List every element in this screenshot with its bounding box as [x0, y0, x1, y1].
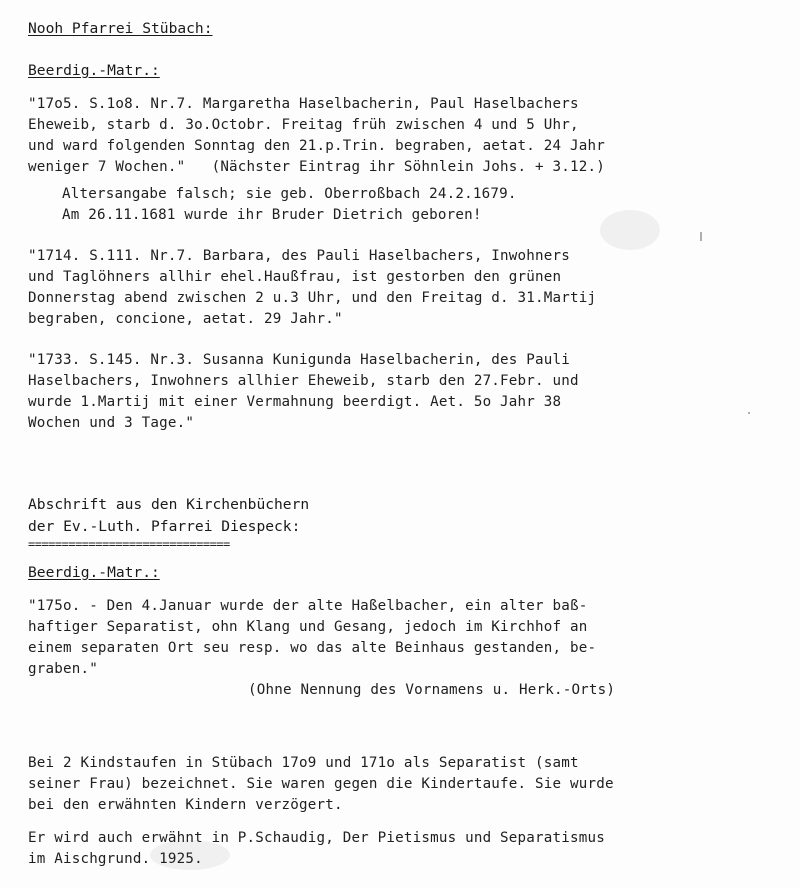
entry-line: einem separaten Ort seu resp. wo das alte Beinhaus gestanden, be-	[28, 640, 597, 656]
source-title-line: Abschrift aus den Kirchenbüchern	[28, 496, 310, 513]
spacer	[28, 226, 770, 246]
spacer	[28, 434, 770, 474]
spacer	[28, 550, 770, 562]
source-title-line: der Ev.-Luth. Pfarrei Diespeck:	[28, 518, 301, 535]
section-heading-beerdig-1: Beerdig.-Matr.:	[28, 62, 160, 79]
second-source-title	[28, 494, 770, 538]
closing-line: bei den erwähnten Kindern verzögert.	[28, 797, 343, 813]
entry-line: "1714. S.111. Nr.7. Barbara, des Pauli Haselbachers, Inwohners	[28, 248, 570, 264]
closing-line: Er wird auch erwähnt in P.Schaudig, Der Pietismus und Separatismus	[28, 830, 605, 846]
entry-line: Haselbachers, Inwohners allhier Eheweib, starb den 27.Febr. und	[28, 373, 579, 389]
entry-note: Am 26.11.1681 wurde ihr Bruder Dietrich geboren!	[62, 207, 482, 223]
spacer	[28, 82, 770, 94]
spacer	[28, 741, 770, 753]
entry-line: haftiger Separatist, ohn Klang und Gesang, jedoch im Kirchhof an	[28, 619, 588, 635]
spacer	[28, 474, 770, 494]
entry-line: "1733. S.145. Nr.3. Susanna Kunigunda Haselbacherin, des Pauli	[28, 352, 570, 368]
decorative-rule: ==============================	[28, 537, 230, 551]
entry-line: weniger 7 Wochen." (Nächster Eintrag ihr Söhnlein Johs. + 3.12.)	[28, 159, 605, 175]
spacer	[28, 330, 770, 350]
entry-line: Eheweib, starb d. 3o.Octobr. Freitag früh zwischen 4 und 5 Uhr,	[28, 117, 579, 133]
spacer	[28, 816, 770, 828]
entry-1714	[28, 246, 770, 330]
entry-line: graben."	[28, 661, 98, 677]
section-heading-beerdig-2: Beerdig.-Matr.:	[28, 564, 160, 581]
entry-line: wurde 1.Martij mit einer Vermahnung beerdigt. Aet. 5o Jahr 38	[28, 394, 562, 410]
closing-line: im Aischgrund. 1925.	[28, 851, 203, 867]
entry-line: begraben, concione, aetat. 29 Jahr."	[28, 311, 343, 327]
entry-line: Donnerstag abend zwischen 2 u.3 Uhr, und den Freitag d. 31.Martij	[28, 290, 597, 306]
entry-line: und Taglöhners allhir ehel.Haußfrau, ist gestorben den grünen	[28, 269, 562, 285]
page-title: Nooh Pfarrei Stübach:	[28, 20, 213, 37]
spacer	[28, 584, 770, 596]
entry-1750	[28, 596, 770, 701]
entry-line: "17o5. S.1o8. Nr.7. Margaretha Haselbacherin, Paul Haselbachers	[28, 96, 579, 112]
entry-note: Altersangabe falsch; sie geb. Oberroßbach 24.2.1679.	[62, 186, 517, 202]
entry-1733	[28, 350, 770, 434]
spacer	[28, 701, 770, 741]
entry-line: Wochen und 3 Tage."	[28, 415, 195, 431]
entry-line: "175o. - Den 4.Januar wurde der alte Haßelbacher, ein alter baß-	[28, 598, 588, 614]
closing-paragraph-one	[28, 753, 770, 816]
document-body	[28, 18, 770, 870]
closing-line: seiner Frau) bezeichnet. Sie waren gegen die Kindertaufe. Sie wurde	[28, 776, 614, 792]
closing-line: Bei 2 Kindstaufen in Stübach 17o9 und 171o als Separatist (samt	[28, 755, 579, 771]
spacer	[28, 40, 770, 60]
closing-paragraph-two	[28, 828, 770, 870]
entry-1705	[28, 94, 770, 226]
entry-line: und ward folgenden Sonntag den 21.p.Trin. begraben, aetat. 24 Jahr	[28, 138, 605, 154]
entry-parenthetical: (Ohne Nennung des Vornamens u. Herk.-Orts)	[248, 682, 616, 698]
